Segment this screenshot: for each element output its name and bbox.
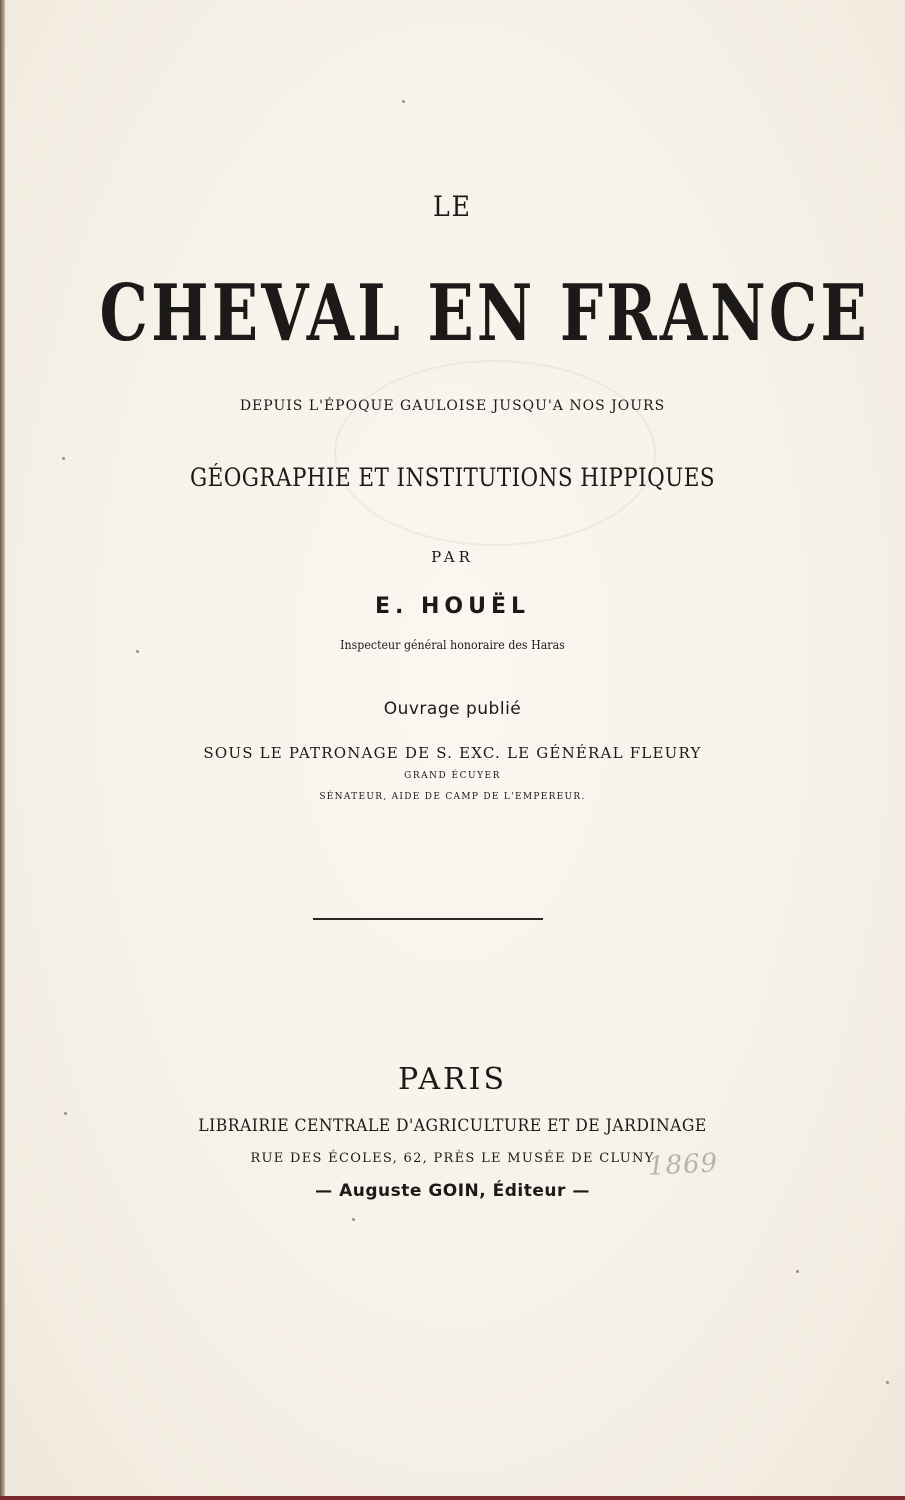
handwritten-year: 1869 (647, 1148, 719, 1182)
imprint-city: PARIS (397, 1062, 508, 1097)
faded-library-stamp (334, 360, 656, 546)
subtitle-secondary: GÉOGRAPHIE ET INSTITUTIONS HIPPIQUES (190, 463, 715, 492)
binding-edge (0, 1496, 905, 1500)
author-role: Inspecteur général honoraire des Haras (340, 638, 565, 652)
patronage-line: SOUS LE PATRONAGE DE S. EXC. LE GÉNÉRAL FLEURY (203, 744, 702, 762)
paper-speck (796, 1270, 799, 1273)
publisher-name: LIBRAIRIE CENTRALE D'AGRICULTURE ET DE JARDINAGE (198, 1116, 707, 1136)
paper-speck (352, 1218, 355, 1221)
title-article: LE (432, 190, 473, 223)
subtitle: DEPUIS L'ÉPOQUE GAULOISE JUSQU'A NOS JOURS (239, 398, 666, 414)
paper-speck (64, 1112, 67, 1115)
paper-speck (62, 457, 65, 460)
paper-speck (886, 1381, 889, 1384)
paper-speck (136, 650, 139, 653)
published-note: Ouvrage publié (383, 699, 522, 719)
main-title: CHEVAL EN FRANCE (99, 268, 870, 359)
patron-title-ecuyer: GRAND ÉCUYER (404, 771, 501, 781)
paper-speck (402, 100, 405, 103)
patron-title-senateur: SÉNATEUR, AIDE DE CAMP DE L'EMPEREUR. (319, 792, 586, 802)
by-label: PAR (431, 548, 474, 566)
author-name: E. HOUËL (374, 594, 531, 619)
editor-line: — Auguste GOIN, Éditeur — (315, 1181, 590, 1201)
publisher-address: RUE DES ÉCOLES, 62, PRÈS LE MUSÉE DE CLUNY (250, 1151, 655, 1166)
horizontal-rule (313, 918, 543, 920)
